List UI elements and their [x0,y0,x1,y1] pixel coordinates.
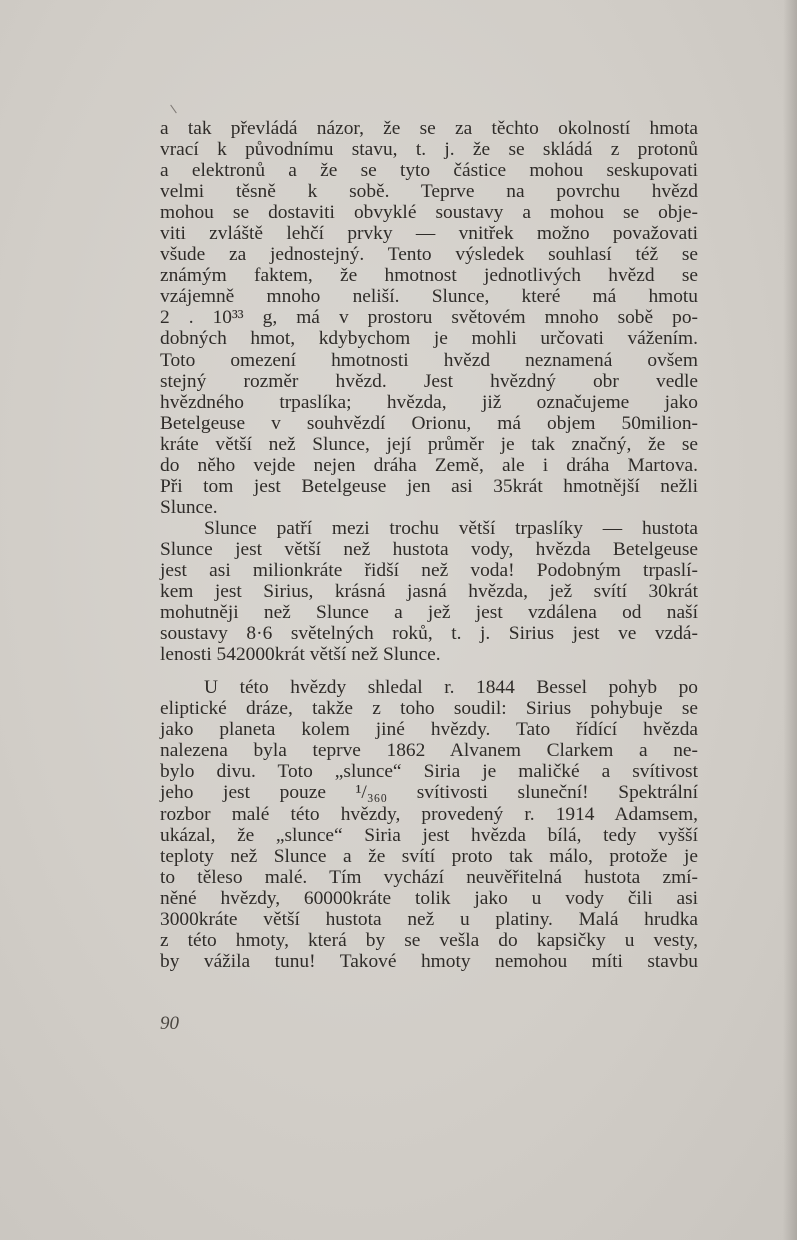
text-line: Při tom jest Betelgeuse jen asi 35krát hmotnější nežli [160,475,698,497]
text-line: Toto omezení hmotnosti hvězd neznamená ovšem [160,349,698,371]
text-line: rozbor malé této hvězdy, provedený r. 1914 Adamsem, [160,803,698,825]
text-line: 2 . 10³³ g, má v prostoru světovém mnoho sobě po- [160,307,698,329]
text-line: mohutněji než Slunce a jež jest vzdálena od naší [160,602,698,624]
text-line: jako planeta kolem jiné hvězdy. Tato řídící hvězda [160,719,698,741]
text-line: Betelgeuse v souhvězdí Orionu, má objem 50milion- [160,412,698,434]
text-line: všude za jednostejný. Tento výsledek souhlasí též se [160,244,698,266]
text-line: do něho vejde nejen dráha Země, ale i dráha Martova. [160,454,698,476]
paragraph-gap [160,665,698,677]
text-line: ukázal, že „slunce“ Siria jest hvězda bílá, tedy vyšší [160,824,698,846]
text-line: Slunce patří mezi trochu větší trpaslíky — hustota [204,517,698,539]
text-line: viti zvláště lehčí prvky — vnitřek možno považovati [160,223,698,245]
text-line: 3000kráte větší hustota než u platiny. Malá hrudka [160,908,698,930]
text-line: teploty než Slunce a že svítí proto tak málo, protože je [160,845,698,867]
text-line: něné hvězdy, 60000kráte tolik jako u vody čili asi [160,887,698,909]
text-line: známým faktem, že hmotnost jednotlivých hvězd se [160,265,698,287]
text-line: to těleso malé. Tím vychází neuvěřitelná hustota zmí- [160,866,698,888]
body-text [160,118,698,972]
text-line: velmi těsně k sobě. Teprve na povrchu hvězd [160,181,698,203]
pencil-mark [170,105,177,114]
text-line: stejný rozměr hvězd. Jest hvězdný obr vedle [160,370,698,392]
text-line: kráte větší než Slunce, její průměr je tak značný, že se [160,433,698,455]
text-line: Slunce jest větší než hustota vody, hvězda Betelgeuse [160,538,698,560]
text-line: jeho jest pouze ¹/₃₆₀ svítivosti sluneční! Spektrální [160,782,698,804]
text-line: eliptické dráze, takže z toho soudil: Sirius pohybuje se [160,698,698,720]
text-line: by vážila tunu! Takové hmoty nemohou míti stavbu [160,950,698,972]
text-line: U této hvězdy shledal r. 1844 Bessel pohyb po [204,677,698,699]
text-line: hvězdného trpaslíka; hvězda, již označujeme jako [160,391,698,413]
text-line: nalezena byla teprve 1862 Alvanem Clarkem a ne- [160,740,698,762]
text-line: soustavy 8·6 světelných roků, t. j. Sirius jest ve vzdá- [160,623,698,645]
text-line: mohou se dostaviti obvyklé soustavy a mohou se obje- [160,202,698,224]
page-number: 90 [160,1013,179,1034]
page-edge-shadow [783,0,797,1240]
text-line: a tak převládá názor, že se za těchto okolností hmota [160,118,698,139]
text-line: vrací k původnímu stavu, t. j. že se skládá z protonů [160,139,698,161]
text-line: a elektronů a že se tyto částice mohou seskupovati [160,160,698,182]
text-line: dobných hmot, kdybychom je mohli určovati vážením. [160,328,698,350]
text-line: kem jest Sirius, krásná jasná hvězda, jež svítí 30krát [160,581,698,603]
text-line: bylo divu. Toto „slunce“ Siria je maličké a svítivost [160,761,698,783]
text-line: jest asi milionkráte řidší než voda! Podobným trpaslí- [160,559,698,581]
text-line: vzájemně mnoho neliší. Slunce, které má hmotu [160,286,698,308]
text-line: lenosti 542000krát větší než Slunce. [160,644,441,666]
text-line: Slunce. [160,496,218,518]
text-line: z této hmoty, která by se vešla do kapsičky u vesty, [160,929,698,951]
